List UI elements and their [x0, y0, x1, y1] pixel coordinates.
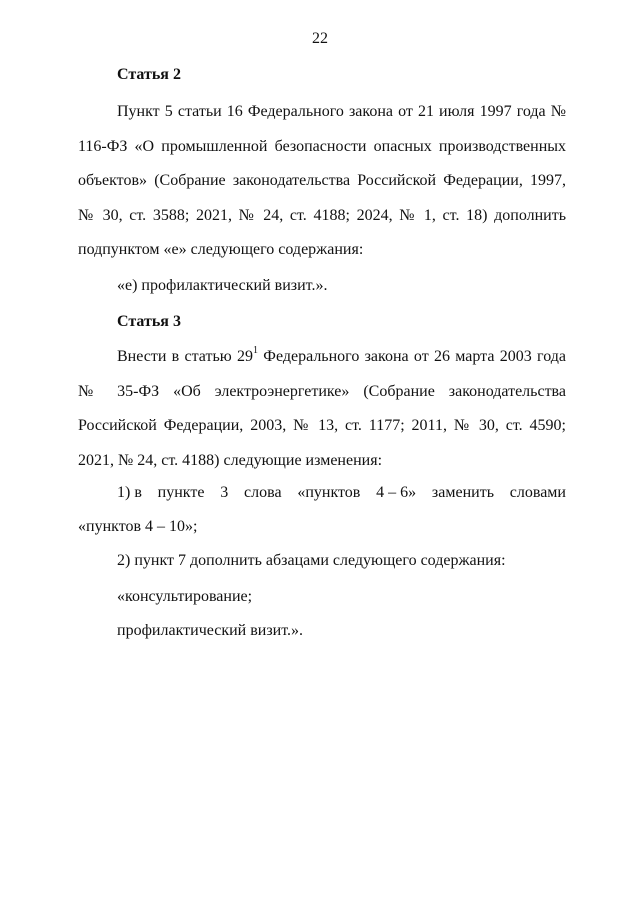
item-1-word: 3 — [220, 484, 229, 501]
article-3-intro — [78, 340, 566, 478]
item-1-word: 1) в — [117, 484, 142, 501]
article-3-item-1-continuation: «пунктов 4 – 10»; — [78, 518, 198, 535]
article-3-heading: Статья 3 — [117, 313, 181, 330]
article-3-intro-start: Внести в статью 29 — [117, 348, 254, 365]
item-1-word: пункте — [157, 484, 205, 501]
article-3-intro-rest: Федерального закона от 26 марта 2003 года № 35-ФЗ «Об электроэнергетике» (Собрание законодательства Российской Федерации, 2003, № 13, ст. 1177; 2011, № 30, ст. 4590; 2021, № 24, ст. 4188) следующие изменения: — [78, 348, 566, 469]
article-2-heading: Статья 2 — [117, 66, 181, 83]
article-3-item-1 — [117, 484, 566, 502]
item-1-word: словами — [509, 484, 566, 501]
article-3-item-2-line-1: «консультирование; — [117, 588, 253, 605]
page-number: 22 — [312, 30, 328, 47]
article-3-intro-superscript: 1 — [253, 344, 259, 356]
item-1-word: 4 – 6» — [376, 484, 417, 501]
article-3-item-2-line-2: профилактический визит.». — [117, 622, 304, 639]
article-3-item-2: 2) пункт 7 дополнить абзацами следующего содержания: — [117, 552, 506, 569]
article-2-paragraph: Пункт 5 статьи 16 Федерального закона от 21 июля 1997 года № 116-ФЗ «О промышленной безопасности опасных производственных объектов» (Собрание законодательства Российской Федерации, 1997, № 30, ст. 3588; 2021, № 24, ст. 4188; 2024, № 1, ст. 18) дополнить подпунктом «е» следующего содержания: — [78, 103, 566, 258]
item-1-word: заменить — [431, 484, 494, 501]
item-1-word: «пунктов — [297, 484, 361, 501]
article-2-item-e: «е) профилактический визит.». — [117, 277, 328, 294]
item-1-word: слова — [244, 484, 282, 501]
